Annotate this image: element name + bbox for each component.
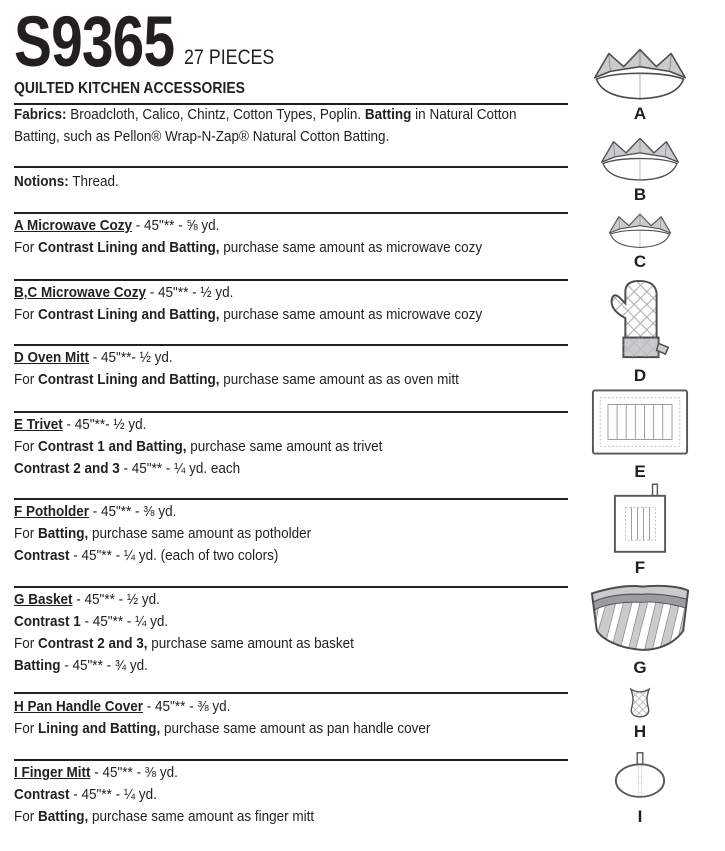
section-g-basket [14,589,614,677]
figure-f [575,483,705,576]
divider [14,166,568,168]
text-line: For Batting, purchase same amount as finger mitt [14,808,315,825]
figure-a [575,48,705,122]
text-line: Contrast 1 - 45"** - ¼ yd. [14,613,169,630]
trivet-illustration [591,389,689,455]
figure-label-a: A [633,104,647,123]
divider [14,279,568,281]
potholder-illustration [612,483,668,555]
figure-label-d: D [633,366,647,385]
text-line: H Pan Handle Cover - 45"** - ⅜ yd. [14,698,231,715]
figure-h [575,687,705,740]
figure-label-b: B [633,185,647,204]
figure-g [575,581,705,676]
divider [14,498,568,500]
text-line: For Contrast Lining and Batting, purchase same amount as as oven mitt [14,371,459,388]
figure-b [575,137,705,203]
text-line: Contrast 2 and 3 - 45"** - ¼ yd. each [14,460,241,477]
text-line: For Contrast Lining and Batting, purchase same amount as microwave cozy [14,239,483,256]
text-line: E Trivet - 45"**- ½ yd. [14,416,147,433]
text-line: For Contrast 2 and 3, purchase same amount as basket [14,635,354,652]
text-line: Notions: Thread. [14,173,119,190]
section-fabrics [14,104,614,148]
section-notions [14,171,614,193]
figure-label-h: H [633,722,647,741]
text-line: B,C Microwave Cozy - 45"** - ½ yd. [14,284,234,301]
text-line: For Contrast 1 and Batting, purchase same amount as trivet [14,438,383,455]
text-line: Contrast - 45"** - ¼ yd. [14,786,157,803]
divider [14,586,568,588]
text-line: I Finger Mitt - 45"** - ⅜ yd. [14,764,178,781]
microwave-cozy-medium-illustration [600,137,680,182]
section-bc-microwave-cozy [14,282,614,326]
basket-illustration [588,581,692,655]
finger-mitt-illustration [614,751,666,800]
figure-i [575,751,705,825]
pattern-title: QUILTED KITCHEN ACCESSORIES [14,80,568,105]
text-line: For Lining and Batting, purchase same amount as pan handle cover [14,720,431,737]
oven-mitt-illustration [608,279,672,363]
divider [14,759,568,761]
figure-label-f: F [634,558,646,577]
pieces-count: 27 PIECES [184,46,275,69]
figure-d [575,279,705,384]
section-f-potholder [14,501,614,567]
divider [14,411,568,413]
section-h-pan-handle-cover [14,696,614,740]
section-d-oven-mitt [14,347,614,391]
text-line: Fabrics: Broadcloth, Calico, Chintz, Cotton Types, Poplin. Batting in Natural Cotton [14,106,517,123]
text-line: Contrast - 45"** - ¼ yd. (each of two colors) [14,547,279,564]
text-line: A Microwave Cozy - 45"** - ⅝ yd. [14,217,220,234]
pattern-number: S9365 [14,3,175,82]
figure-e [575,389,705,480]
text-line: D Oven Mitt - 45"**- ½ yd. [14,349,173,366]
figure-label-g: G [633,658,647,677]
pan-handle-cover-illustration [628,687,652,719]
divider [14,692,568,694]
text-line: For Contrast Lining and Batting, purchase same amount as microwave cozy [14,306,483,323]
text-line: Batting, such as Pellon® Wrap-N-Zap® Natural Cotton Batting. [14,128,390,145]
section-e-trivet [14,414,614,480]
figure-label-i: I [637,807,643,826]
text-line: Batting - 45"** - ¾ yd. [14,657,148,674]
figure-label-e: E [634,462,646,481]
divider [14,344,568,346]
text-line: For Batting, purchase same amount as potholder [14,525,312,542]
text-line: G Basket - 45"** - ½ yd. [14,591,160,608]
microwave-cozy-small-illustration [608,213,672,249]
figure-c [575,213,705,270]
microwave-cozy-large-illustration [593,48,687,101]
text-line: F Potholder - 45"** - ⅜ yd. [14,503,177,520]
section-a-microwave-cozy [14,215,614,259]
figure-label-c: C [633,252,647,271]
section-i-finger-mitt [14,762,614,828]
divider [14,212,568,214]
